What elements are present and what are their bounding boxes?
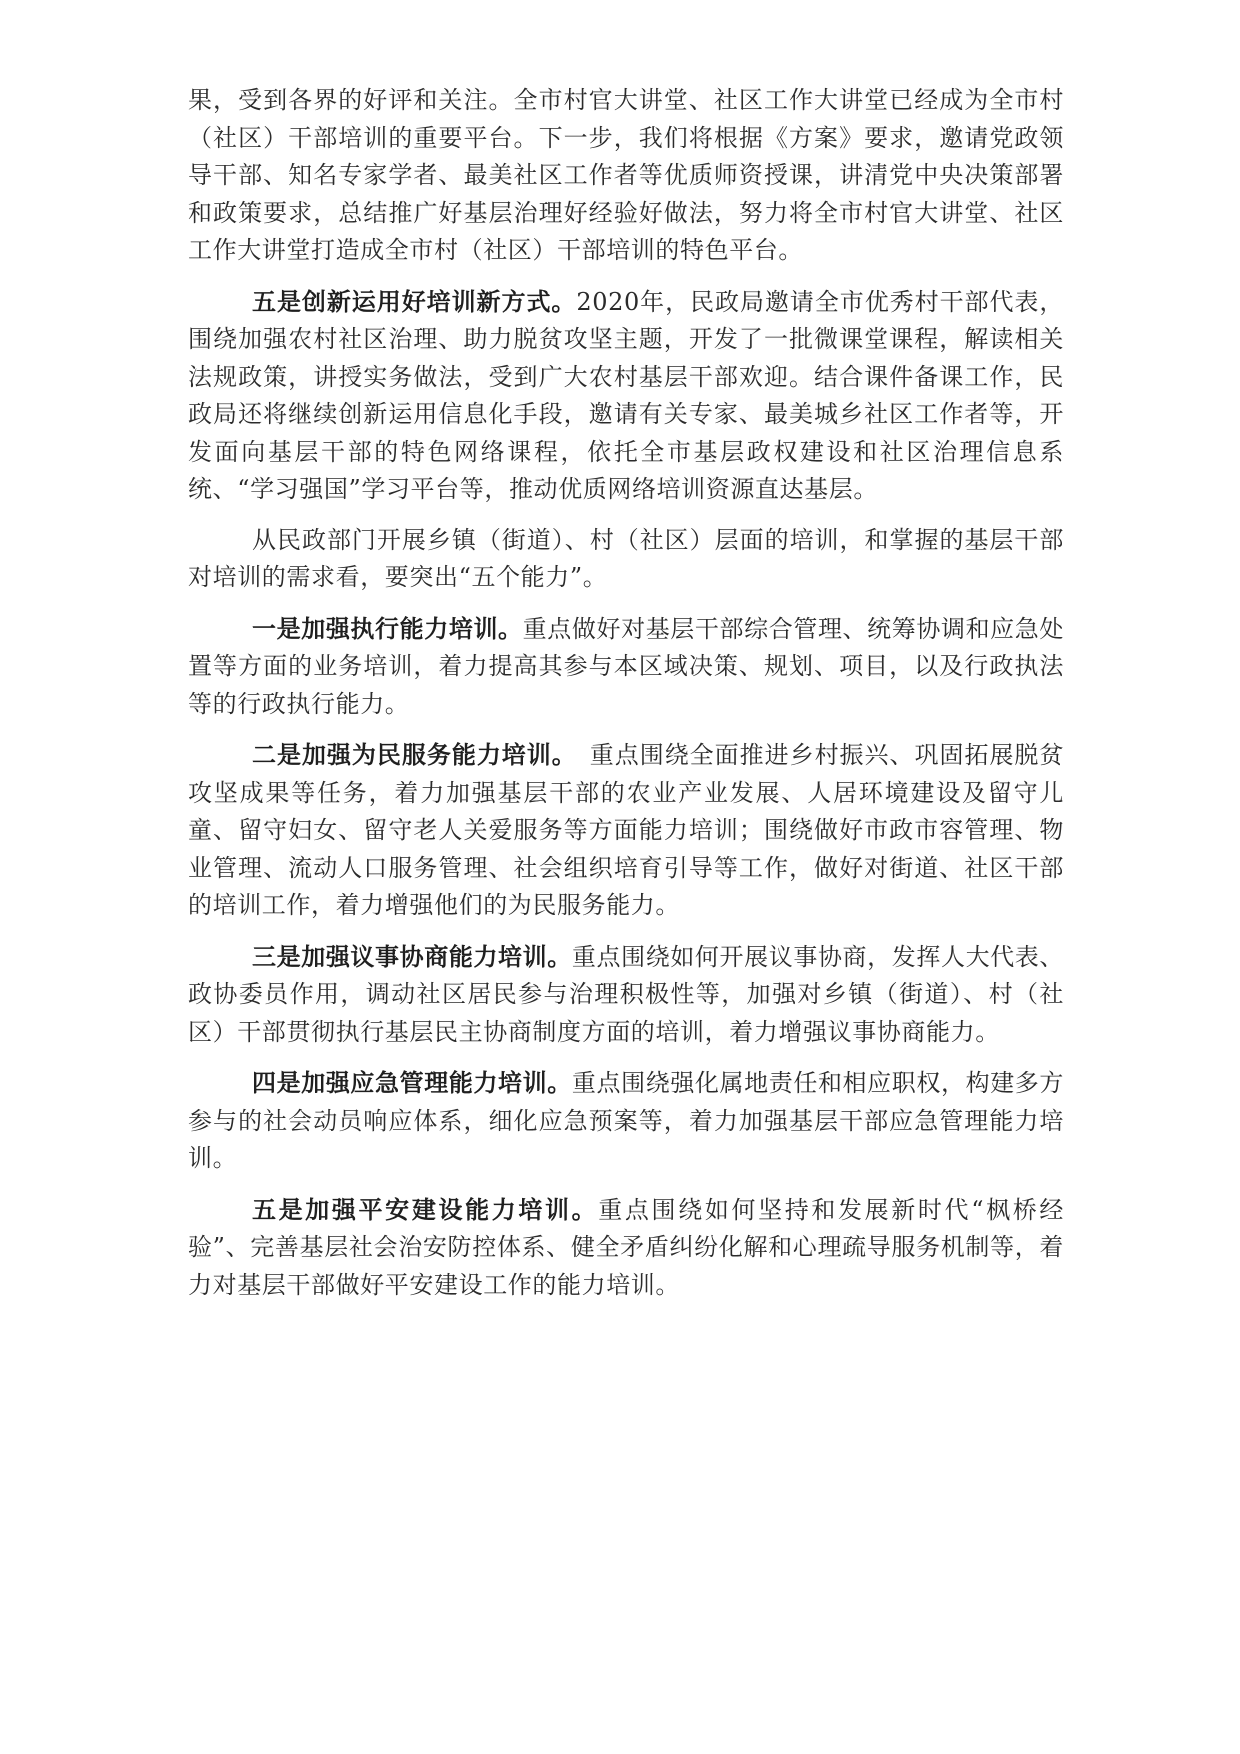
paragraph-lead-heading: 五是加强平安建设能力培训。 xyxy=(252,1194,599,1224)
paragraph-text: 重点做好对基层干部综合管理、统筹协调和应急处置等方面的业务培训，着力提高其参与本区域决策、规划、项目，以及行政执法等的行政执行能力。 xyxy=(188,614,1064,718)
document-body xyxy=(188,82,1064,1317)
paragraph-text: 重点围绕全面推进乡村振兴、巩固拓展脱贫攻坚成果等任务，着力加强基层干部的农业产业发展、人居环境建设及留守儿童、留守妇女、留守老人关爱服务等方面能力培训；围绕做好市政市容管理、物业管理、流动人口服务管理、社会组织培育引导等工作，做好对街道、社区干部的培训工作，着力增强他们的为民服务能力。 xyxy=(188,741,1065,919)
paragraph-lead-heading: 二是加强为民服务能力培训。 xyxy=(252,740,565,769)
paragraph-five-abilities-intro xyxy=(188,522,1064,597)
paragraph-consultation-ability xyxy=(188,938,1064,1052)
paragraph-lead-heading: 四是加强应急管理能力培训。 xyxy=(252,1068,572,1097)
paragraph-safety-construction-ability xyxy=(188,1191,1064,1305)
paragraph-lead-heading: 五是创新运用好培训新方式。 xyxy=(252,286,577,316)
paragraph-emergency-management-ability xyxy=(188,1064,1064,1178)
paragraph-lead-heading: 一是加强执行能力培训。 xyxy=(252,613,523,643)
paragraph-text: 果，受到各界的好评和关注。全市村官大讲堂、社区工作大讲堂已经成为全市村（社区）干部培训的重要平台。下一步，我们将根据《方案》要求，邀请党政领导干部、知名专家学者、最美社区工作者等优质师资授课，讲清党中央决策部署和政策要求，总结推广好基层治理好经验好做法，努力将全市村官大讲堂、社区工作大讲堂打造成全市村（社区）干部培训的特色平台。 xyxy=(188,86,1064,264)
paragraph-innovate-training-methods xyxy=(188,283,1064,509)
paragraph-text: 重点围绕如何开展议事协商，发挥人大代表、政协委员作用，调动社区居民参与治理积极性等，加强对乡镇（街道）、村（社区）干部贯彻执行基层民主协商制度方面的培训，着力增强议事协商能力。 xyxy=(188,942,1065,1046)
paragraph-text: 重点围绕强化属地责任和相应职权，构建多方参与的社会动员响应体系，细化应急预案等，着力加强基层干部应急管理能力培训。 xyxy=(188,1069,1065,1172)
paragraph-text: 重点围绕如何坚持和发展新时代“枫桥经验”、完善基层社会治安防控体系、健全矛盾纠纷化解和心理疏导服务机制等，着力对基层干部做好平安建设工作的能力培训。 xyxy=(188,1195,1064,1299)
paragraph-execution-ability xyxy=(188,610,1064,724)
paragraph-lead-heading: 三是加强议事协商能力培训。 xyxy=(252,941,572,971)
paragraph-public-service-ability xyxy=(188,736,1064,925)
paragraph-text: 2020年，民政局邀请全市优秀村干部代表，围绕加强农村社区治理、助力脱贫攻坚主题，开发了一批微课堂课程，解读相关法规政策，讲授实务做法，受到广大农村基层干部欢迎。结合课件备课工作，民政局还将继续创新运用信息化手段，邀请有关专家、最美城乡社区工作者等，开发面向基层干部的特色网络课程，依托全市基层政权建设和社区治理信息系统、“学习强国”学习平台等，推动优质网络培训资源直达基层。 xyxy=(188,287,1064,503)
paragraph-text: 从民政部门开展乡镇（街道）、村（社区）层面的培训，和掌握的基层干部对培训的需求看，要突出“五个能力”。 xyxy=(188,525,1064,591)
paragraph-continuation xyxy=(188,82,1064,270)
